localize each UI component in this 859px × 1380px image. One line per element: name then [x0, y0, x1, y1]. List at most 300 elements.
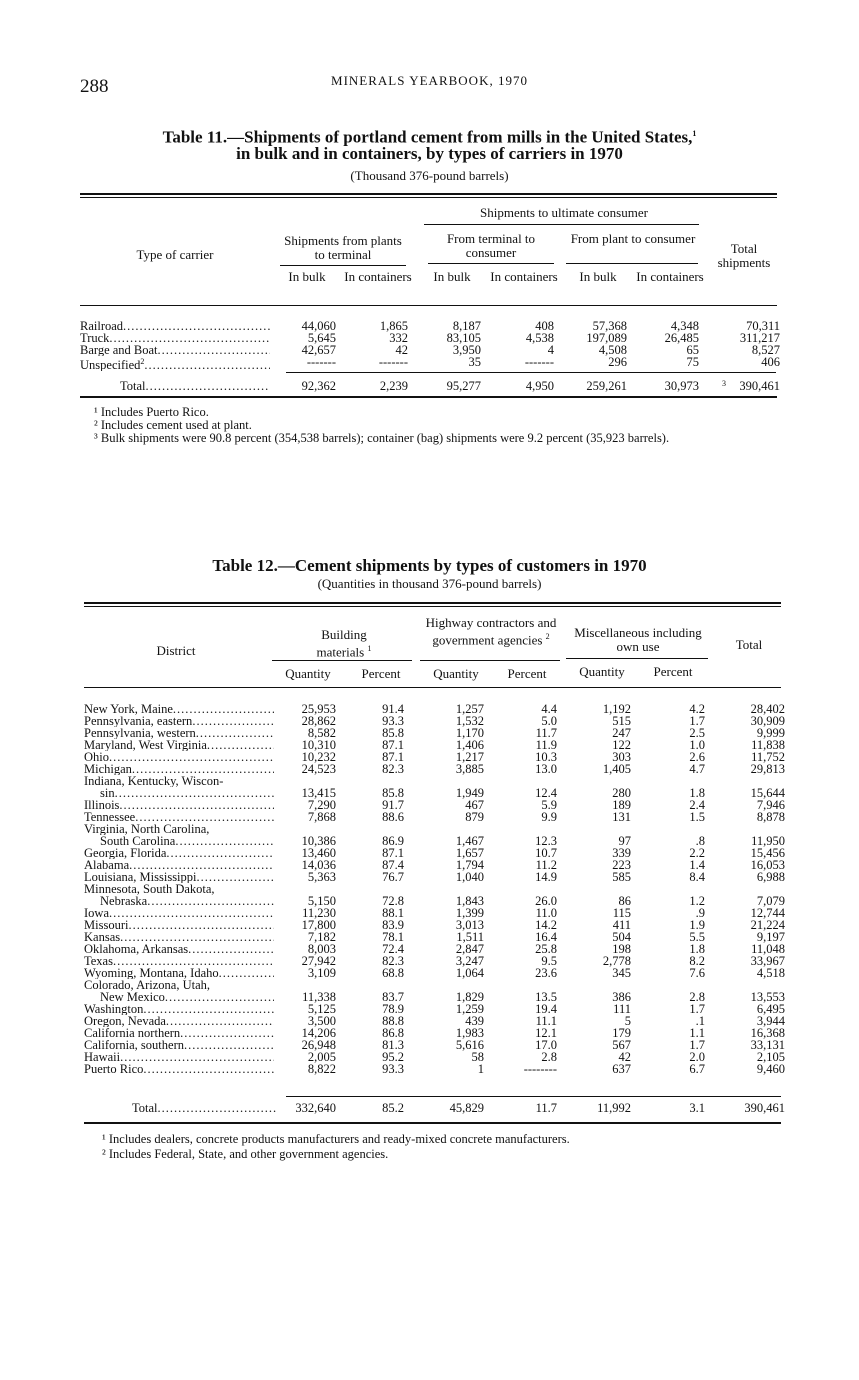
- table12-subtitle: (Quantities in thousand 376-pound barrels): [317, 576, 542, 591]
- t12-cell: 5.0: [541, 714, 557, 728]
- t11-cell: 296: [608, 355, 627, 369]
- t12-cell: 9,460: [756, 1062, 785, 1076]
- t12-cell: 247: [612, 726, 631, 740]
- t12-bottom-rule: [84, 1122, 781, 1124]
- t12-cell: 1,949: [455, 786, 484, 800]
- t12-header-total: Total: [735, 637, 763, 652]
- t11-cell: 83,105: [446, 331, 481, 345]
- t12-cell: 2,105: [756, 1050, 785, 1064]
- table11-top-rule-2: [80, 197, 777, 198]
- t12-cell: 28,862: [301, 714, 336, 728]
- t12-cell: 8,003: [307, 942, 336, 956]
- t12-row-label-text: California northern: [84, 1027, 181, 1039]
- t11-h-bulk-1: In bulk: [288, 269, 326, 284]
- t12-cell: 5,363: [307, 870, 336, 884]
- t12-row-label: [84, 883, 274, 895]
- t12-row-label: [84, 775, 274, 787]
- t11-cell: 65: [686, 343, 699, 357]
- t12-cell: .8: [695, 834, 705, 848]
- t11-row-label-text: Truck: [80, 332, 110, 344]
- t12-cell: 83.7: [382, 990, 404, 1004]
- t12-cell: 2.6: [689, 750, 705, 764]
- t11-cell: 8,527: [751, 343, 780, 357]
- t12-cell: 7,182: [307, 930, 336, 944]
- t12-cell: 68.8: [382, 966, 404, 980]
- t12-cell: 15,456: [750, 846, 785, 860]
- t12-row-label: [84, 727, 274, 739]
- t12-cell: 1.2: [689, 894, 705, 908]
- t11-header-ultimate: Shipments to ultimate consumer: [480, 205, 648, 220]
- t12-footnote-2: ² Includes Federal, State, and other government agencies.: [102, 1147, 389, 1161]
- t12-row-label: [84, 967, 274, 979]
- t11-row-label: [80, 320, 270, 332]
- t12-cell: 1.4: [689, 858, 705, 872]
- table11-title-text: Table 11.—Shipments of portland cement from mills in the United States,: [162, 127, 693, 147]
- page-number: 288: [80, 76, 109, 97]
- t12-row-leader: [132, 763, 274, 775]
- t12-header-building: [296, 628, 392, 659]
- t12-cell: 198: [612, 942, 631, 956]
- t12-header-bottom-rule: [84, 687, 781, 688]
- t12-cell: 88.8: [382, 1014, 404, 1028]
- t11-row-leader: [158, 344, 270, 356]
- t12-total-label-text: Total: [132, 1102, 158, 1114]
- t11-row-label: [80, 344, 270, 356]
- t12-row-label-text: Missouri: [84, 919, 129, 931]
- t12-cell: 87.1: [382, 738, 404, 752]
- t11-total-label: [120, 380, 270, 392]
- t12-cell: 93.3: [382, 1062, 404, 1076]
- t12-cell: 72.4: [382, 942, 404, 956]
- t12-cell: 9,999: [756, 726, 785, 740]
- t12-row-leader: [147, 895, 274, 907]
- t12-cell: 12,744: [750, 906, 785, 920]
- t12-cell: 4.2: [689, 702, 705, 716]
- t12-row-leader: [109, 751, 274, 763]
- t11-row-leader: [144, 358, 270, 371]
- t12-row-leader: [120, 931, 274, 943]
- t12-cell: 83.9: [382, 918, 404, 932]
- t11-row-label-text: Unspecified: [80, 358, 141, 372]
- t12-cell: 303: [612, 750, 631, 764]
- t12-row-label: [84, 811, 274, 823]
- t12-row-label-text: Indiana, Kentucky, Wiscon-: [84, 775, 224, 787]
- t12-row-label-text: Colorado, Arizona, Utah,: [84, 979, 211, 991]
- t12-rule-b: [420, 660, 560, 661]
- t12-cell: 87.1: [382, 750, 404, 764]
- t12-cell: 11,752: [751, 750, 785, 764]
- t11-cell: -------: [524, 355, 554, 369]
- t12-cell: 26,948: [301, 1038, 336, 1052]
- t12-cell: 23.6: [535, 966, 557, 980]
- t12-cell: 1,217: [455, 750, 484, 764]
- t11-cell: -------: [306, 355, 336, 369]
- t12-row-label: [84, 859, 274, 871]
- t11-cell: 42: [395, 343, 408, 357]
- t12-cell: 4,518: [756, 966, 785, 980]
- t11-total-cell: 4,950: [525, 379, 554, 393]
- t12-cell: 78.9: [382, 1002, 404, 1016]
- t12-row-label: [84, 847, 274, 859]
- t12-header-district: District: [156, 643, 196, 658]
- t12-cell: 6,495: [756, 1002, 785, 1016]
- t12-cell: 14.2: [535, 918, 557, 932]
- t12-row-label: [84, 931, 274, 943]
- t12-cell: 15,644: [750, 786, 785, 800]
- t12-header-misc: Miscellaneous including own use: [574, 625, 702, 654]
- t12-row-label-text: Minnesota, South Dakota,: [84, 883, 215, 895]
- t12-total-cell: 11.7: [535, 1101, 557, 1115]
- t12-cell: 504: [612, 930, 631, 944]
- t12-rule-a: [272, 660, 412, 661]
- t12-row-label: [84, 739, 274, 751]
- t12-cell: 11.7: [535, 726, 557, 740]
- table11-title-footnote-mark: 1: [692, 129, 697, 138]
- t12-row-label: [84, 955, 274, 967]
- t12-cell: 9.5: [541, 954, 557, 968]
- t11-header-total: Total shipments: [717, 241, 771, 270]
- t12-row-label: [84, 919, 274, 931]
- t12-cell: 11,950: [751, 834, 785, 848]
- t12-cell: 95.2: [382, 1050, 404, 1064]
- t12-cell: 16,368: [750, 1026, 785, 1040]
- t12-cell: 5,125: [307, 1002, 336, 1016]
- t12-cell: 2,005: [307, 1050, 336, 1064]
- t12-row-label: [84, 979, 274, 991]
- t12-cell: 1.8: [689, 942, 705, 956]
- t12-cell: 1: [477, 1062, 484, 1076]
- t12-total-label: [132, 1102, 276, 1114]
- t12-row-label-text: Georgia, Florida: [84, 847, 167, 859]
- t11-ultimate-rule: [424, 224, 699, 225]
- t11-header-plant-to-consumer: From plant to consumer: [570, 231, 696, 246]
- t11-row-leader: [109, 332, 270, 344]
- t12-cell: 81.3: [382, 1038, 404, 1052]
- t12-row-label-text: Pennsylvania, western: [84, 727, 196, 739]
- t12-cell: 1.7: [689, 1038, 705, 1052]
- t12-cell: 8.4: [689, 870, 705, 884]
- t11-row-label-text: Railroad: [80, 320, 124, 332]
- t12-cell: 6.7: [689, 1062, 705, 1076]
- t11-cell: 408: [535, 319, 554, 333]
- t12-cell: 1.7: [689, 714, 705, 728]
- t12-cell: 26.0: [535, 894, 557, 908]
- t11-cell: 3,950: [452, 343, 481, 357]
- t12-row-leader: [143, 1063, 274, 1075]
- t12-cell: 13,460: [301, 846, 336, 860]
- t12-row-label: [84, 1039, 274, 1051]
- t11-total-rule: [286, 372, 776, 373]
- t11-cell: 4,538: [525, 331, 554, 345]
- t12-row-label-text: Kansas: [84, 931, 121, 943]
- t12-row-label-text: Tennessee: [84, 811, 136, 823]
- t12-h-pct-3: Percent: [653, 664, 693, 679]
- t12-cell: 12.1: [535, 1026, 557, 1040]
- t12-cell: 1,843: [455, 894, 484, 908]
- t11-cell: 57,368: [592, 319, 627, 333]
- t12-cell: 2,778: [602, 954, 631, 968]
- t12-row-leader: [128, 919, 274, 931]
- t11-cell: 5,645: [307, 331, 336, 345]
- t12-row-label-text: sin: [100, 787, 115, 799]
- t12-row-label-text: Washington: [84, 1003, 144, 1015]
- t11-rule-a: [280, 265, 406, 266]
- t11-bottom-rule: [80, 396, 777, 398]
- t12-row-label-text: Michigan: [84, 763, 132, 775]
- t12-cell: 88.1: [382, 906, 404, 920]
- t12-cell: 10.7: [535, 846, 557, 860]
- t12-cell: 88.6: [382, 810, 404, 824]
- t11-cell: 406: [761, 355, 780, 369]
- t12-cell: 30,909: [750, 714, 785, 728]
- t12-cell: 28,402: [750, 702, 785, 716]
- t12-cell: 8.2: [689, 954, 705, 968]
- t12-cell: 515: [612, 714, 631, 728]
- t12-cell: 1.9: [689, 918, 705, 932]
- t12-row-label: [84, 1027, 274, 1039]
- t12-row-leader: [129, 859, 274, 871]
- t12-row-label-text: Maryland, West Virginia: [84, 739, 207, 751]
- t11-header-type-of-carrier: Type of carrier: [136, 247, 214, 262]
- table12-top-rule-2: [84, 606, 781, 607]
- t12-cell: 25,953: [301, 702, 336, 716]
- t12-cell: 2.4: [689, 798, 705, 812]
- t11-cell: -------: [378, 355, 408, 369]
- t12-cell: 439: [465, 1014, 484, 1028]
- t11-total-cell: 390,461: [739, 379, 780, 393]
- t12-row-label: [84, 871, 274, 883]
- t12-cell: 2.5: [689, 726, 705, 740]
- t11-header-terminal-to-consumer: From terminal to consumer: [446, 231, 536, 260]
- t12-cell: 14.9: [535, 870, 557, 884]
- t11-total-cell: 30,973: [664, 379, 699, 393]
- t12-row-leader: [119, 799, 274, 811]
- t12-cell: 16,053: [750, 858, 785, 872]
- t12-cell: 16.4: [535, 930, 557, 944]
- t12-row-label-text: Nebraska: [100, 895, 148, 907]
- t11-row-label-mark: 2: [140, 357, 145, 366]
- t12-total-cell: 11,992: [597, 1101, 631, 1115]
- t12-cell: 87.4: [382, 858, 404, 872]
- t11-h-cont-1: In containers: [344, 269, 412, 284]
- t12-cell: 33,131: [750, 1038, 785, 1052]
- t12-cell: 1.1: [689, 1026, 705, 1040]
- t12-row-label-text: Iowa: [84, 907, 109, 919]
- t12-header-highway-text: Highway contractors and government agencies: [425, 615, 557, 648]
- t12-cell: 11.9: [535, 738, 557, 752]
- t12-cell: 1,829: [455, 990, 484, 1004]
- t12-cell: 1,170: [455, 726, 484, 740]
- table11-top-rule: [80, 193, 777, 195]
- t11-cell: 4,348: [670, 319, 699, 333]
- t12-h-pct-2: Percent: [507, 666, 547, 681]
- t12-cell: 76.7: [382, 870, 404, 884]
- t11-cell: 8,187: [452, 319, 481, 333]
- t12-cell: 11,230: [302, 906, 336, 920]
- t12-cell: 131: [612, 810, 631, 824]
- t12-cell: 82.3: [382, 954, 404, 968]
- t12-cell: 111: [613, 1002, 631, 1016]
- t11-row-leader: [123, 320, 270, 332]
- t12-cell: 91.7: [382, 798, 404, 812]
- t12-cell: 11,838: [751, 738, 785, 752]
- t12-row-label-text: Hawaii: [84, 1051, 121, 1063]
- t12-row-label: [100, 835, 274, 847]
- t11-row-label: [80, 332, 270, 344]
- t12-cell: 3,944: [756, 1014, 785, 1028]
- t12-h-qty-3: Quantity: [579, 664, 625, 679]
- t12-cell: 5,150: [307, 894, 336, 908]
- t12-cell: 13.0: [535, 762, 557, 776]
- t12-cell: 86.9: [382, 834, 404, 848]
- t12-row-label: [100, 991, 274, 1003]
- t11-footnote-3: ³ Bulk shipments were 90.8 percent (354,538 barrels); container (bag) shipments were 9.2 percent (35,923 barrels).: [94, 431, 670, 445]
- t12-cell: 1,467: [455, 834, 484, 848]
- t12-cell: 1,192: [602, 702, 631, 716]
- t12-total-cell: 332,640: [295, 1101, 336, 1115]
- t12-cell: 1,257: [455, 702, 484, 716]
- t12-cell: 9.9: [541, 810, 557, 824]
- t12-cell: 12.3: [535, 834, 557, 848]
- t11-h-cont-3: In containers: [636, 269, 704, 284]
- t11-footnote-2: ² Includes cement used at plant.: [94, 418, 252, 432]
- t12-h-qty-1: Quantity: [285, 666, 331, 681]
- t12-rule-c: [566, 658, 708, 659]
- t12-cell: 2.8: [689, 990, 705, 1004]
- t12-cell: 42: [618, 1050, 631, 1064]
- t12-header-building-mark: 1: [367, 644, 372, 653]
- t11-h-bulk-2: In bulk: [433, 269, 471, 284]
- t11-cell: 4,508: [598, 343, 627, 357]
- t12-cell: 85.8: [382, 786, 404, 800]
- t12-cell: 11,048: [751, 942, 785, 956]
- t12-cell: 1.5: [689, 810, 705, 824]
- t12-row-label-text: Virginia, North Carolina,: [84, 823, 210, 835]
- t12-h-pct-1: Percent: [361, 666, 401, 681]
- t12-cell: 879: [465, 810, 484, 824]
- t12-cell: 2,847: [455, 942, 484, 956]
- t12-cell: 3,885: [455, 762, 484, 776]
- t12-cell: 6,988: [756, 870, 785, 884]
- t12-cell: 10,386: [301, 834, 336, 848]
- t12-cell: 3,247: [455, 954, 484, 968]
- t12-cell: 13,415: [301, 786, 336, 800]
- t12-cell: 2.8: [541, 1050, 557, 1064]
- table12-top-rule: [84, 602, 781, 604]
- t12-row-label-text: Puerto Rico: [84, 1063, 144, 1075]
- t12-cell: 339: [612, 846, 631, 860]
- t12-row-label: [100, 895, 274, 907]
- t12-cell: 179: [612, 1026, 631, 1040]
- t12-cell: 58: [471, 1050, 484, 1064]
- t11-h-cont-2: In containers: [490, 269, 558, 284]
- t12-row-label-text: New York, Maine: [84, 703, 173, 715]
- t12-cell: 3,109: [307, 966, 336, 980]
- t12-row-label-text: Oklahoma, Arkansas: [84, 943, 189, 955]
- table11-subtitle: (Thousand 376-pound barrels): [350, 168, 509, 183]
- t12-row-label: [84, 907, 274, 919]
- t12-cell: 10,232: [301, 750, 336, 764]
- t12-cell: 1,405: [602, 762, 631, 776]
- t11-cell: 70,311: [746, 319, 780, 333]
- t12-cell: 1,406: [455, 738, 484, 752]
- t11-total-leader: [146, 380, 270, 392]
- t11-h-bulk-3: In bulk: [579, 269, 617, 284]
- t12-cell: 97: [618, 834, 631, 848]
- t12-row-label-text: Wyoming, Montana, Idaho: [84, 967, 219, 979]
- t11-total-cell: 92,362: [301, 379, 336, 393]
- t12-total-cell: 45,829: [449, 1101, 484, 1115]
- t12-cell: 33,967: [750, 954, 785, 968]
- t12-cell: 24,523: [301, 762, 336, 776]
- t12-row-label-text: Louisiana, Mississippi: [84, 871, 197, 883]
- t12-cell: 7,079: [756, 894, 785, 908]
- t12-row-label: [84, 751, 274, 763]
- t11-cell: 1,865: [379, 319, 408, 333]
- t12-row-label-text: South Carolina: [100, 835, 176, 847]
- t12-cell: 10,310: [301, 738, 336, 752]
- t12-row-label: [84, 1015, 274, 1027]
- t12-cell: 345: [612, 966, 631, 980]
- t11-total-cell: 259,261: [586, 379, 627, 393]
- t11-total-cell: 95,277: [446, 379, 481, 393]
- t12-cell: 13.5: [535, 990, 557, 1004]
- t12-row-label-text: Oregon, Nevada: [84, 1015, 166, 1027]
- t12-cell: 1.0: [689, 738, 705, 752]
- t12-row-label: [84, 715, 274, 727]
- t11-total-cell: 2,239: [379, 379, 408, 393]
- t12-cell: 1,511: [456, 930, 484, 944]
- t12-cell: 5: [624, 1014, 631, 1028]
- t12-cell: 7,946: [756, 798, 785, 812]
- t12-row-label: [84, 943, 274, 955]
- t12-cell: 8,822: [307, 1062, 336, 1076]
- t12-cell: 122: [612, 738, 631, 752]
- t12-cell: 1,794: [455, 858, 484, 872]
- t12-total-cell: 85.2: [382, 1101, 404, 1115]
- t12-cell: .9: [695, 906, 705, 920]
- t12-cell: 11,338: [302, 990, 336, 1004]
- t12-row-label-text: Ohio: [84, 751, 109, 763]
- t12-cell: 2.2: [689, 846, 705, 860]
- t12-cell: 115: [612, 906, 631, 920]
- t12-row-label: [84, 1003, 274, 1015]
- t11-header-bottom-rule: [80, 305, 777, 306]
- t12-cell: 13,553: [750, 990, 785, 1004]
- t12-cell: 467: [465, 798, 484, 812]
- t11-cell: 197,089: [586, 331, 627, 345]
- t12-row-label: [84, 1051, 274, 1063]
- t12-cell: 7.6: [689, 966, 705, 980]
- t12-total-rule: [286, 1096, 781, 1097]
- t12-cell: 91.4: [382, 702, 404, 716]
- t12-row-label-text: Illinois: [84, 799, 120, 811]
- t12-row-label: [84, 1063, 274, 1075]
- t12-footnote-1: ¹ Includes dealers, concrete products manufacturers and ready-mixed concrete manufacturers.: [102, 1132, 570, 1146]
- t12-header-highway: [418, 616, 564, 647]
- t12-cell: 5.9: [541, 798, 557, 812]
- running-head: MINERALS YEARBOOK, 1970: [331, 73, 528, 88]
- t12-row-label-text: Alabama: [84, 859, 130, 871]
- t12-cell: 189: [612, 798, 631, 812]
- t12-cell: 223: [612, 858, 631, 872]
- t12-cell: 8,582: [307, 726, 336, 740]
- t12-cell: 1,983: [455, 1026, 484, 1040]
- t12-cell: 4.4: [541, 702, 557, 716]
- t12-cell: 1.8: [689, 786, 705, 800]
- t12-row-label-text: Pennsylvania, eastern: [84, 715, 193, 727]
- t11-cell: 42,657: [301, 343, 336, 357]
